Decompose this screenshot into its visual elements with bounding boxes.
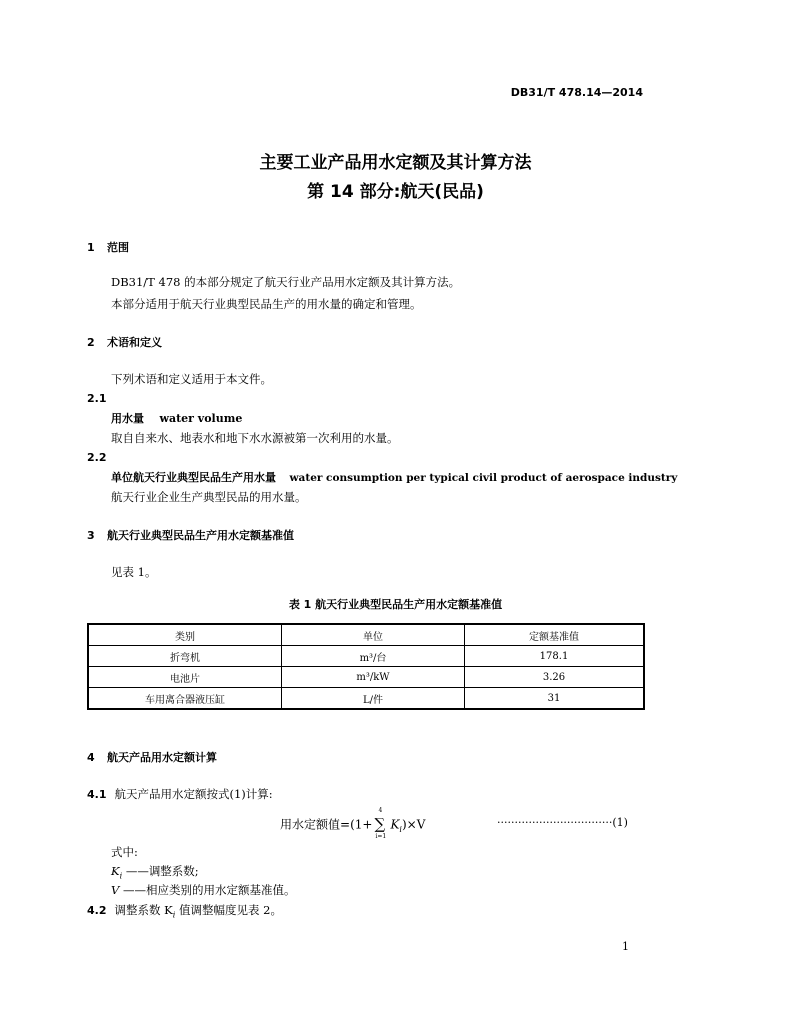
- formula-rest: )×V: [401, 817, 426, 832]
- formula-number: ·································(1): [497, 816, 628, 829]
- formula-sub: i: [399, 824, 402, 834]
- table-cell: L/件: [282, 688, 465, 710]
- section-title: 航天行业典型民品生产用水定额基准值: [107, 529, 294, 542]
- column-header: 单位: [282, 624, 465, 646]
- sum-upper: 4: [378, 807, 383, 814]
- formula-term: K: [390, 817, 400, 832]
- table-cell: 车用离合器液压缸: [88, 688, 282, 710]
- section-number: 2: [87, 336, 95, 349]
- paragraph: 见表 1。: [111, 565, 157, 579]
- section-title: 航天产品用水定额计算: [107, 751, 217, 764]
- column-header: 类别: [88, 624, 282, 646]
- table-caption: 表 1 航天行业典型民品生产用水定额基准值: [288, 598, 503, 611]
- clause-number: 4.2: [87, 904, 107, 917]
- table-cell: 3.26: [465, 667, 645, 688]
- section-2-heading: [87, 334, 162, 350]
- term-cn: 单位航天行业典型民品生产用水量: [111, 471, 276, 484]
- term-definition: 航天行业企业生产典型民品的用水量。: [111, 490, 307, 504]
- section-number: 4: [87, 751, 95, 764]
- formula-lhs: 用水定额值: [280, 817, 341, 832]
- term-definition: 取自自来水、地表水和地下水水源被第一次利用的水量。: [111, 431, 399, 445]
- clause-text-2: 值调整幅度见表 2。: [175, 903, 282, 917]
- section-number: 1: [87, 241, 95, 254]
- var-symbol: V: [111, 883, 120, 897]
- section-number: 3: [87, 529, 95, 542]
- table-cell: m³/kW: [282, 667, 465, 688]
- table-cell: 31: [465, 688, 645, 710]
- page-number: 1: [622, 940, 629, 953]
- formula-1: [280, 807, 426, 840]
- clause-sub: i: [172, 910, 176, 920]
- table-row: [88, 667, 644, 688]
- table-row: [88, 646, 644, 667]
- clause-text: 调整系数 K: [114, 903, 173, 917]
- term-en: water volume: [159, 412, 243, 425]
- term-number: 2.1: [87, 392, 107, 405]
- var-sub: i: [119, 871, 123, 881]
- clause-text: 航天产品用水定额按式(1)计算:: [114, 787, 273, 801]
- table-cell: 折弯机: [88, 646, 282, 667]
- where-label: 式中:: [111, 845, 138, 859]
- variable-ki: [111, 863, 199, 880]
- var-desc: ——调整系数;: [125, 864, 199, 878]
- paragraph: 下列术语和定义适用于本文件。: [111, 372, 272, 386]
- term-en: water consumption per typical civil product of aerospace industry: [289, 472, 678, 484]
- section-title: 范围: [107, 241, 129, 254]
- paragraph: 本部分适用于航天行业典型民品生产的用水量的确定和管理。: [111, 297, 422, 311]
- clause-4-1: [87, 786, 273, 802]
- paragraph: DB31/T 478 的本部分规定了航天行业产品用水定额及其计算方法。: [111, 275, 461, 289]
- term-heading: [111, 410, 242, 426]
- section-3-heading: [87, 527, 294, 543]
- term-number: 2.2: [87, 451, 107, 464]
- section-4-heading: [87, 749, 217, 765]
- table-row: [88, 688, 644, 710]
- clause-number: 4.1: [87, 788, 107, 801]
- doc-title: 主要工业产品用水定额及其计算方法: [259, 153, 532, 173]
- formula-eq: =(1+: [340, 817, 373, 832]
- clause-4-2: [87, 902, 282, 919]
- summation-symbol: [372, 807, 390, 840]
- table-cell: 178.1: [465, 646, 645, 667]
- section-title: 术语和定义: [107, 336, 162, 349]
- var-symbol: K: [111, 864, 120, 878]
- term-heading: [111, 469, 677, 485]
- table-header-row: [88, 624, 644, 646]
- table-cell: m³/台: [282, 646, 465, 667]
- standard-code: DB31/T 478.14—2014: [510, 86, 643, 99]
- column-header: 定额基准值: [465, 624, 645, 646]
- sum-lower: i=1: [375, 833, 387, 840]
- term-cn: 用水量: [111, 412, 144, 425]
- table-cell: 电池片: [88, 667, 282, 688]
- section-1-heading: [87, 239, 129, 255]
- doc-subtitle: 第 14 部分:航天(民品): [307, 182, 484, 202]
- var-desc: ——相应类别的用水定额基准值。: [119, 883, 296, 897]
- quota-table: [87, 623, 645, 710]
- sigma-icon: ∑: [374, 815, 386, 833]
- variable-v: [111, 882, 295, 898]
